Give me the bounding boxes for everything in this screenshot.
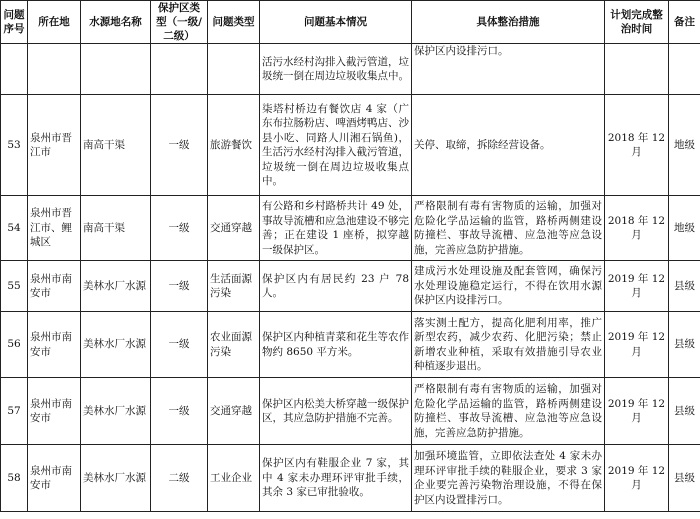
cell-type — [208, 44, 260, 95]
cell-level: 一级 — [151, 95, 208, 196]
cell-location: 泉州市南安市 — [28, 261, 81, 312]
cell-seq — [1, 44, 28, 95]
cell-seq: 58 — [1, 445, 28, 512]
cell-deadline — [605, 44, 669, 95]
cell-location: 泉州市晋江市 — [28, 95, 81, 196]
cell-location: 泉州市晋江市、鲤城区 — [28, 196, 81, 261]
cell-source: 南高干渠 — [81, 196, 151, 261]
cell-measures: 保护区内设排污口。 — [412, 44, 605, 95]
cell-problem: 保护区内有鞋服企业 7 家，其中 4 家未办理环评审批手续，其余 3 家已审批验收。 — [260, 445, 412, 512]
header-seq: 问题序号 — [1, 1, 28, 44]
cell-problem: 保护区内松美大桥穿越一级保护区，其应急防护措施不完善。 — [260, 378, 412, 445]
cell-seq: 54 — [1, 196, 28, 261]
cell-source: 美林水厂水源 — [81, 261, 151, 312]
cell-measures: 严格限制有毒有害物质的运输，加强对危险化学品运输的监管，路桥两侧建设防撞栏、事故导流槽、应急池等应急设施，完善应急防护措施。 — [412, 378, 605, 445]
table-row — [1, 312, 700, 378]
cell-problem: 活污水经村沟排入截污管道，垃圾统一倒在周边垃圾收集点中。 — [260, 44, 412, 95]
cell-seq: 57 — [1, 378, 28, 445]
cell-problem: 柒塔村桥边有餐饮店 4 家（广东布拉肠粉店、啤酒烤鸭店、沙县小吃、同路人川湘石锅鱼)，生活污水经村沟排入截污管道，垃圾统一倒在周边垃圾收集点中。 — [260, 95, 412, 196]
cell-type: 旅游餐饮 — [208, 95, 260, 196]
cell-source: 美林水厂水源 — [81, 445, 151, 512]
cell-note: 地级 — [669, 95, 700, 196]
cell-problem: 保护区内有居民约 23 户 78 人。 — [260, 261, 412, 312]
cell-level: 一级 — [151, 312, 208, 378]
cell-note: 县级 — [669, 312, 700, 378]
cell-source: 美林水厂水源 — [81, 312, 151, 378]
header-source: 水源地名称 — [81, 1, 151, 44]
cell-type: 交通穿越 — [208, 378, 260, 445]
cell-location: 泉州市南安市 — [28, 312, 81, 378]
cell-location: 泉州市南安市 — [28, 378, 81, 445]
cell-note: 地级 — [669, 196, 700, 261]
cell-location — [28, 44, 81, 95]
cell-note — [669, 44, 700, 95]
cell-deadline: 2019 年 12 月 — [605, 261, 669, 312]
cell-type: 农业面源污染 — [208, 312, 260, 378]
cell-seq: 55 — [1, 261, 28, 312]
cell-location: 泉州市南安市 — [28, 445, 81, 512]
cell-type: 生活面源污染 — [208, 261, 260, 312]
cell-measures: 严格限制有毒有害物质的运输，加强对危险化学品运输的监管，路桥两侧建设防撞栏、事故导流槽、应急池等应急设施，完善应急防护措施。 — [412, 196, 605, 261]
cell-source: 美林水厂水源 — [81, 378, 151, 445]
table-row — [1, 445, 700, 512]
cell-type: 交通穿越 — [208, 196, 260, 261]
cell-measures: 建成污水处理设施及配套管网，确保污水处理设施稳定运行，不得在饮用水源保护区内设排污口。 — [412, 261, 605, 312]
cell-deadline: 2019 年 12 月 — [605, 445, 669, 512]
cell-measures: 关停、取缔，拆除经营设备。 — [412, 95, 605, 196]
cell-note: 县级 — [669, 378, 700, 445]
header-location: 所在地 — [28, 1, 81, 44]
table-row — [1, 95, 700, 196]
header-problem: 问题基本情况 — [260, 1, 412, 44]
cell-problem: 保护区内种植青菜和花生等农作物约 8650 平方米。 — [260, 312, 412, 378]
cell-deadline: 2019 年 12 月 — [605, 312, 669, 378]
cell-note: 县级 — [669, 261, 700, 312]
header-note: 备注 — [669, 1, 700, 44]
cell-source: 南高干渠 — [81, 95, 151, 196]
header-row — [1, 1, 700, 44]
cell-level: 一级 — [151, 378, 208, 445]
cell-measures: 落实测土配方，提高化肥利用率，推广新型农药，减少农药、化肥污染；禁止新增农业种植，采取有效措施引导农业种植逐步退出。 — [412, 312, 605, 378]
cell-source — [81, 44, 151, 95]
table-row — [1, 378, 700, 445]
cell-level — [151, 44, 208, 95]
cell-note: 县级 — [669, 445, 700, 512]
cell-measures: 加强环境监管，立即依法查处 4 家未办理环评审批手续的鞋服企业，要求 3 家企业要完善污染物治理设施，不得在保护区内设置排污口。 — [412, 445, 605, 512]
cell-type: 工业企业 — [208, 445, 260, 512]
cell-level: 二级 — [151, 445, 208, 512]
cell-level: 一级 — [151, 261, 208, 312]
cell-deadline: 2018 年 12 月 — [605, 95, 669, 196]
table-row — [1, 44, 700, 95]
cell-problem: 有公路和乡村路桥共计 49 处，事故导流槽和应急池建设不够完善；正在建设 1 座桥，拟穿越一级保护区。 — [260, 196, 412, 261]
header-measures: 具体整治措施 — [412, 1, 605, 44]
table-row — [1, 261, 700, 312]
cell-seq: 53 — [1, 95, 28, 196]
header-type: 问题类型 — [208, 1, 260, 44]
cell-level: 一级 — [151, 196, 208, 261]
header-deadline: 计划完成整治时间 — [605, 1, 669, 44]
header-level: 保护区类型（一级/二级） — [151, 1, 208, 44]
cell-deadline: 2019 年 12 月 — [605, 378, 669, 445]
cell-seq: 56 — [1, 312, 28, 378]
cell-deadline: 2018 年 12 月 — [605, 196, 669, 261]
table-row — [1, 196, 700, 261]
